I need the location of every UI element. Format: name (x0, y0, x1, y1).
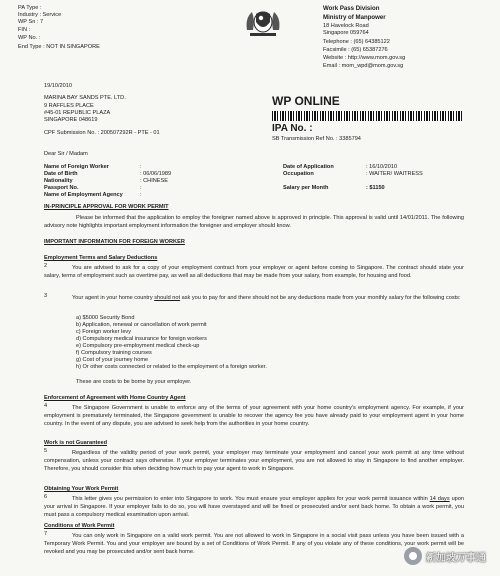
para-number-4: 4 (44, 403, 48, 409)
worker-name-label: Name of Foreign Worker (44, 164, 109, 170)
passport-value: : (140, 185, 142, 191)
nationality-label: Nationality (44, 178, 73, 184)
enforcement-title: Enforcement of Agreement with Home Country Agent (44, 395, 186, 401)
employer-name: MARINA BAY SANDS PTE. LTD. (44, 95, 126, 101)
conditions-title: Conditions of Work Permit (44, 523, 115, 529)
occupation-value: : WAITER/ WAITRESS (366, 171, 423, 177)
ministry-telephone: Telephone : (65) 64385122 (323, 39, 390, 45)
nationality-value: : CHINESE (140, 178, 168, 184)
ministry-name: Ministry of Manpower (323, 14, 386, 21)
occupation-label: Occupation (283, 171, 314, 177)
dob-value: : 06/06/1989 (140, 171, 172, 177)
ministry-website[interactable]: Website : http://www.mom.gov.sg (323, 55, 406, 61)
not-guaranteed-title: Work is not Guaranteed (44, 440, 107, 446)
cost-item: f) Compulsory training courses (76, 350, 152, 356)
ministry-address-2: Singapore 059764 (323, 30, 369, 36)
wp-online-title: WP ONLINE (272, 94, 340, 108)
application-date-value: : 16/10/2010 (366, 164, 398, 170)
barcode-icon (272, 111, 462, 121)
obtaining-permit-title: Obtaining Your Work Permit (44, 486, 119, 492)
letter-date: 19/10/2010 (44, 83, 72, 89)
cpf-submission-no: CPF Submission No. : 200507292R - PTE - 01 (44, 130, 160, 136)
para-number-5: 5 (44, 448, 48, 454)
cost-item: a) $5000 Security Bond (76, 315, 135, 321)
para-6-text-1: This letter gives you permission to enter into Singapore to work. You must ensure your employer applies for your work permit issuance within (72, 496, 428, 502)
para-number-6: 6 (44, 494, 48, 500)
ministry-facsimile: Facsimile : (65) 65387276 (323, 47, 388, 53)
singapore-crest-icon (244, 4, 282, 40)
cost-item: h) Or other costs connected or related to the employment of a foreign worker. (76, 364, 267, 370)
para-6-text-2: upon your arrival in Singapore. If your employer fails to do so, you will have overstayed and will be fined or prosecuted and/or sent back home. To obtain a work permit, you must pass a compulsory medical examination upon arrival. (44, 496, 465, 518)
industry: Industry : Service (18, 12, 62, 18)
employer-address-2: #45-01 REPUBLIC PLAZA (44, 110, 111, 116)
employer-address-1: 9 RAFFLES PLACE (44, 103, 94, 109)
para-number-2: 2 (44, 263, 48, 269)
para-6 (44, 495, 464, 519)
ipa-no-label: IPA No. : (272, 123, 313, 134)
ministry-email[interactable]: Email : mom_wpd@mom.gov.sg (323, 63, 404, 69)
division-name: Work Pass Division (323, 5, 380, 12)
cost-item: c) Foreign worker levy (76, 329, 132, 335)
cost-item: d) Compulsory medical insurance for foreign workers (76, 336, 207, 342)
salary-label: Salary per Month (283, 185, 329, 191)
agency-label: Name of Employment Agency (44, 192, 123, 198)
pa-type: PA Type : (18, 5, 42, 11)
para-2: You are advised to ask for a copy of your employment contract from your employer or agent before coming to Singapore. The contract should state your salary, terms of employment such as overtime pay, as well as all deductions that may be made from your salary, from example, for housing and food. (44, 265, 464, 279)
agency-value: : (140, 192, 142, 198)
fin: FIN : (18, 27, 31, 33)
wp-no: WP No. : (18, 35, 41, 41)
para-number-3: 3 (44, 293, 48, 299)
para-4: The Singapore Government is unable to enforce any of the terms of your agreement with your home country's employment agency. For example, if your employment is prematurely terminated, the Singapore government is unable to recover the agency fee you have already paid to your employment agent in your home country. In the event of any dispute, you are advised to seek help from the authorities in your home country. (44, 405, 464, 427)
employer-address-3: SINGAPORE 048619 (44, 117, 98, 123)
terms-title: Employment Terms and Salary Deductions (44, 255, 158, 261)
salutation: Dear Sir / Madam (44, 151, 88, 157)
cost-item: b) Application, renewal or cancellation of work permit (76, 322, 207, 328)
cost-item: e) Compulsory pre-employment medical check-up (76, 343, 200, 349)
ipa-section-title: IN-PRINCIPLE APPROVAL FOR WORK PERMIT (44, 204, 169, 210)
watermark (404, 547, 486, 565)
dob-label: Date of Birth (44, 171, 78, 177)
important-info-title: IMPORTANT INFORMATION FOR FOREIGN WORKER (44, 239, 185, 245)
para-3-text-2: ask you to pay for and there should not be any deductions made from your monthly salary for the following costs: (181, 295, 461, 301)
ministry-address-1: 18 Havelock Road (323, 23, 369, 29)
para-number-7: 7 (44, 531, 48, 537)
ipa-text: Please be informed that the application to employ the foreigner named above is approved in principle. This approval is valid until 14/01/2011. The following advisory note highlights important employment information the foreigner and employer should know. (44, 215, 464, 229)
para-5: Regardless of the validity period of your work permit, your employer may terminate your employment and cancel your work permit at any time without compensation, unless your contract says otherwise. If your employer terminates your employment, you are not allowed to stay in Singapore to find another employer. Therefore, you should consider this when deciding how much to pay your agent to work in Singapore. (44, 450, 464, 472)
sb-transmission-ref: SB Transmission Ref No. : 3385794 (272, 136, 361, 142)
application-date-label: Date of Application (283, 164, 334, 170)
salary-value: : $1150 (366, 185, 385, 191)
wechat-icon (404, 547, 422, 565)
passport-label: Passport No. (44, 185, 79, 191)
para-6-emphasis: 14 days (429, 496, 450, 502)
costs-borne-note: These are costs to be borne by your employer. (76, 379, 192, 385)
worker-name-value: : (140, 164, 142, 170)
para-3 (44, 294, 464, 302)
para-3-emphasis: should not (154, 295, 181, 301)
cost-item: g) Cost of your journey home (76, 357, 149, 363)
wp-sn: WP Sn : 7 (18, 19, 44, 25)
para-7: You can only work in Singapore on a valid work permit. You are not allowed to work in Singapore in a social visit pass unless you have been issued with a Temporary Work Permit. You and your employer are bound by a set of Conditions of Work Permit. If any of you violate any of these conditions, your work permit will be revoked and you may be prosecuted and/or sent back home. (44, 533, 464, 555)
watermark-text: 新加坡万事通 (426, 552, 486, 564)
end-type: End Type : NOT IN SINGAPORE (18, 44, 100, 50)
para-3-text-1: Your agent in your home country (72, 295, 153, 301)
